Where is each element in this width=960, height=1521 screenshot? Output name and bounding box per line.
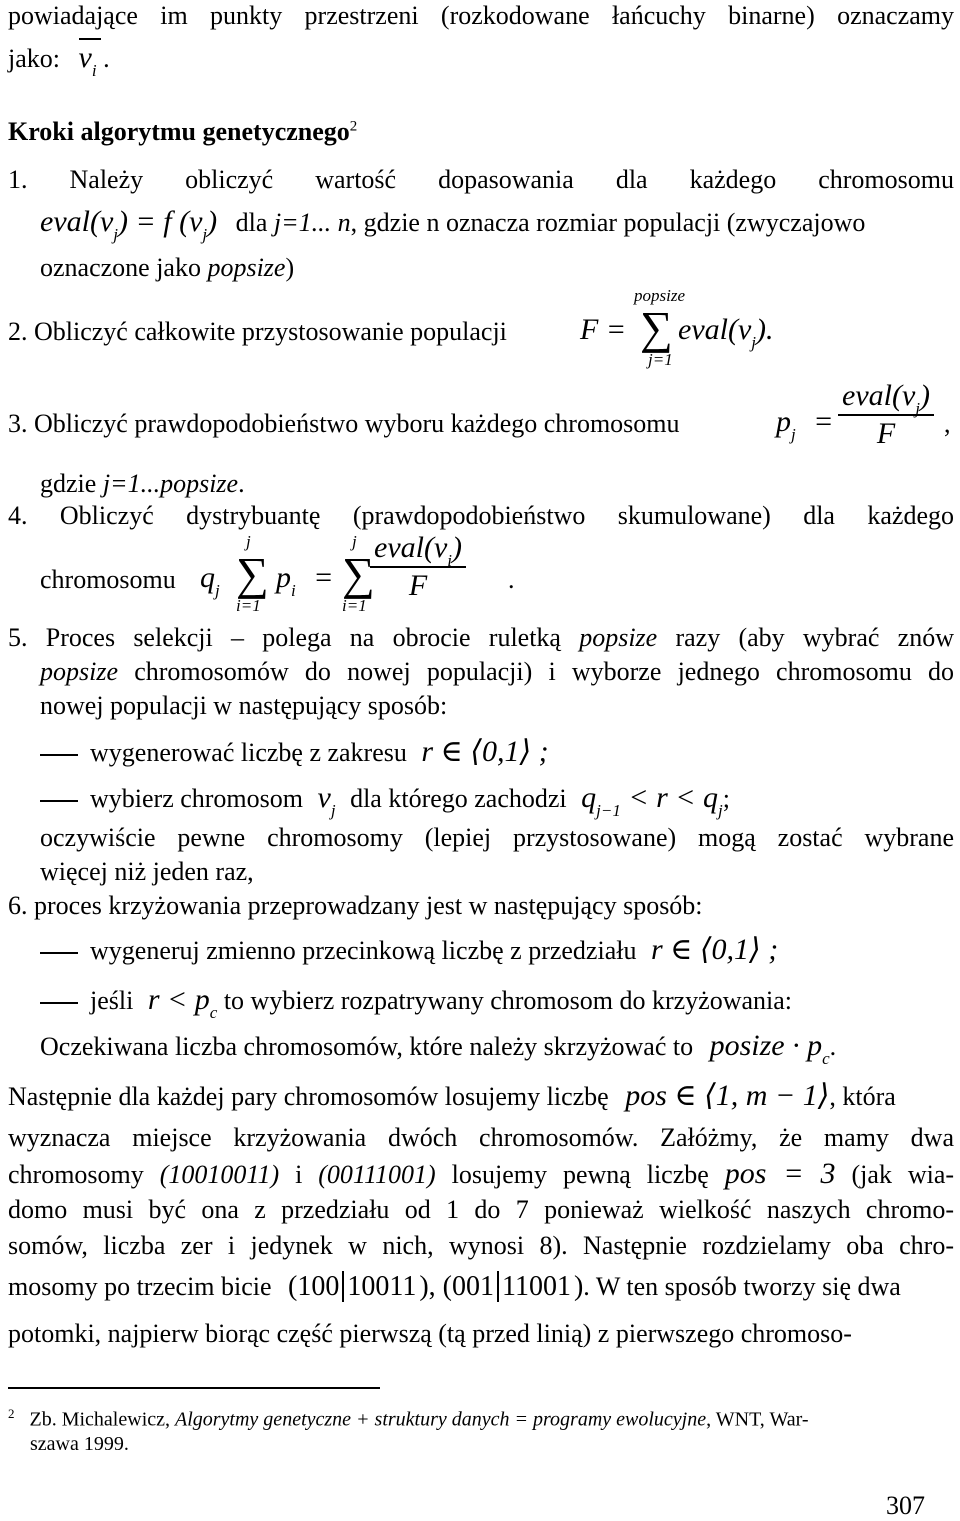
text-fragment: oznaczone jako: [40, 253, 201, 282]
formula: $q_j$: [200, 561, 220, 600]
dash-bullet: [40, 952, 78, 954]
text-fragment: j=1... n: [273, 208, 351, 237]
math-subscript: i: [91, 61, 97, 80]
text-line: 2. Obliczyć całkowite przystosowanie populacji: [8, 317, 507, 346]
text-line: potomki, najpierw biorąc część pierwszą (tą przed linią) z pierwszego chromoso-: [8, 1319, 852, 1348]
fraction: $eval(v_i)$ F: [370, 530, 466, 604]
text-fragment: .: [103, 44, 110, 73]
text-line: powiadające im punkty przestrzeni (rozkodowane łańcuchy binarne) oznaczamy: [8, 1, 954, 30]
text-line: więcej niż jeden raz,: [40, 857, 254, 886]
sum-lower: i=1: [342, 596, 367, 615]
footnote: $^2$ Zb. Michalewicz, Algorytmy genetyczne + struktury danych = programy ewolucyjne, WNT, War-: [8, 1406, 809, 1431]
formula: $eval(v_j) = f$ $(v_j)$: [40, 205, 218, 244]
text-fragment: chromosomu: [40, 565, 176, 594]
text-line: Oczekiwana liczba chromosomów, które należy skrzyżować to posize · $p_c$.: [40, 1029, 837, 1068]
text-line: nowej populacji w następujący sposób:: [40, 691, 448, 720]
formula: r ∈ ⟨0,1⟩ ;: [421, 735, 549, 768]
footnote-mark: 2: [349, 118, 358, 135]
text-line: Następnie dla każdej pary chromosomów losujemy liczbę pos ∈ ⟨1, m − 1⟩, która: [8, 1079, 896, 1112]
split-chromosomes: (100 10011 ), (001 11001 ): [288, 1271, 584, 1302]
text-line: [40, 204, 866, 244]
list-item: [40, 734, 549, 770]
formula: r ∈ ⟨0,1⟩ ;: [650, 933, 779, 966]
text-fragment: jeśli: [90, 986, 134, 1015]
page-number: 307: [886, 1491, 925, 1520]
text-fragment: dla którego zachodzi: [350, 784, 567, 813]
text-fragment: ,: [944, 409, 951, 438]
text-line: 1. Należy obliczyć wartość dopasowania dla każdego chromosomu: [8, 165, 954, 194]
math-var: [78, 40, 97, 80]
text-line: 5. Proces selekcji – polega na obrocie ruletką popsize razy (aby wybrać znów: [8, 623, 954, 652]
list-item: [40, 780, 730, 820]
text-fragment: wybierz chromosom: [90, 784, 304, 813]
text-fragment: ;: [722, 784, 730, 813]
sum-symbol: ∑: [640, 302, 673, 353]
section-heading: [8, 116, 357, 147]
text-line: 6. proces krzyżowania przeprowadzany jest w następujący sposób:: [8, 891, 703, 920]
formula-lhs: F =: [580, 313, 627, 346]
list-item: [40, 982, 793, 1022]
text-fragment: .: [508, 565, 515, 594]
text-line: oczywiście pewne chromosomy (lepiej przystosowane) mogą zostać wybrane: [40, 823, 954, 852]
math-fragment: v: [78, 41, 92, 74]
formula-lhs: $p_j$ =: [776, 405, 834, 444]
text-fragment: to wybierz rozpatrywany chromosom do krzyżowania:: [223, 986, 793, 1015]
sum-symbol: ∑: [236, 548, 269, 599]
text-line: somów, liczba zer i jedynek w nich, wynosi 8). Następnie rozdzielamy oba chro-: [8, 1231, 954, 1260]
footnote-line: szawa 1999.: [30, 1433, 129, 1455]
sum-upper: j: [352, 532, 357, 551]
sum-symbol: ∑: [342, 548, 375, 599]
text-fragment: wygenerować liczbę z zakresu: [90, 738, 407, 767]
text-fragment: dla: [235, 208, 268, 237]
fraction: $eval(v_j)$ F: [838, 378, 934, 452]
footnote-rule: [8, 1387, 380, 1389]
text-fragment: wygeneruj zmienno przecinkową liczbę z przedziału: [90, 936, 637, 965]
dash-bullet: [40, 754, 78, 756]
text-line: 3. Obliczyć prawdopodobieństwo wyboru każdego chromosomu: [8, 409, 680, 438]
dash-bullet: [40, 800, 78, 802]
text-fragment: popsize: [207, 253, 286, 282]
text-fragment: ): [285, 253, 295, 282]
formula: $v_j$: [317, 781, 336, 820]
text-line: [8, 40, 110, 80]
sum-upper: popsize: [634, 286, 685, 305]
text-line: [40, 252, 294, 283]
overline: [79, 38, 101, 40]
text-line: gdzie j=1...popsize.: [40, 469, 245, 498]
sum-lower: i=1: [236, 596, 261, 615]
list-item: [40, 932, 778, 968]
sum-upper: j: [246, 532, 251, 551]
text-line: mosomy po trzecim bicie (100 10011 ), (001 11001 ). W ten sposób tworzy się dwa: [8, 1271, 901, 1302]
formula-body: $eval(v_j)$.: [678, 313, 774, 352]
formula: $r < p_c$: [147, 983, 218, 1022]
formula: $p_i$ =: [276, 561, 334, 600]
heading-text: Kroki algorytmu genetycznego: [8, 117, 350, 146]
sum-lower: j=1: [648, 350, 673, 369]
text-line: 4. Obliczyć dystrybuantę (prawdopodobieństwo skumulowane) dla każdego: [8, 501, 954, 530]
text-fragment: jako:: [8, 44, 60, 73]
dash-bullet: [40, 1002, 78, 1004]
text-line: chromosomy (10010011) i (00111001) losujemy pewną liczbę pos = 3 (jak wia-: [8, 1157, 955, 1190]
text-line: wyznacza miejsce krzyżowania dwóch chromosomów. Załóżmy, że mamy dwa: [8, 1123, 954, 1152]
formula: $q_{j-1} < r < q_j$: [581, 781, 723, 820]
text-line: domo musi być ona z przedziału od 1 do 7 ponieważ wielkość naszych chromo-: [8, 1195, 954, 1224]
text-fragment: , gdzie n oznacza rozmiar populacji (zwyczajowo: [350, 208, 866, 237]
text-line: popsize chromosomów do nowej populacji) i wyborze jednego chromosomu do: [40, 657, 955, 686]
